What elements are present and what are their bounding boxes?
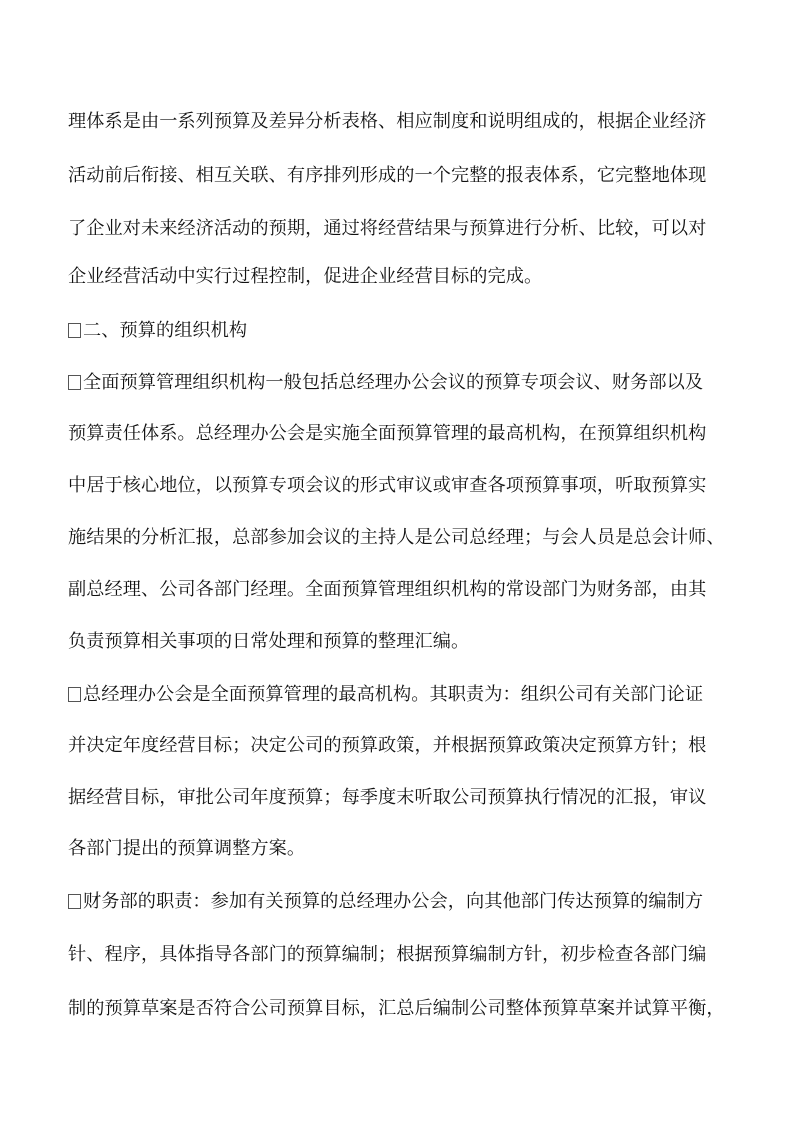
text-line	[68, 940, 738, 970]
text-line-content: 据经营目标，审批公司年度预算；每季度末听取公司预算执行情况的汇报，审议	[68, 787, 707, 808]
text-line-content: 理体系是由一系列预算及差异分析表格、相应制度和说明组成的，根据企业经济	[68, 111, 707, 132]
text-line	[68, 887, 738, 917]
text-line	[68, 627, 738, 657]
text-line	[68, 783, 738, 813]
text-line	[68, 419, 738, 449]
text-line-content: 负责预算相关事项的日常处理和预算的整理汇编。	[68, 631, 470, 652]
text-line-content: 全面预算管理组织机构一般包括总经理办公会议的预算专项会议、财务部以及	[83, 372, 704, 393]
text-line-content: 各部门提出的预算调整方案。	[68, 838, 306, 859]
text-line-content: 预算责任体系。总经理办公会是实施全面预算管理的最高机构，在预算组织机构	[68, 423, 707, 444]
text-line	[68, 834, 738, 864]
text-line-content: 副总经理、公司各部门经理。全面预算管理组织机构的常设部门为财务部，由其	[68, 579, 707, 600]
text-line	[68, 575, 738, 605]
checkbox-square-icon	[68, 687, 81, 702]
text-line	[68, 680, 738, 710]
text-line-content: 财务部的职责：参加有关预算的总经理办公会，向其他部门传达预算的编制方	[83, 891, 704, 912]
text-line-content: 了企业对未来经济活动的预期，通过将经营结果与预算进行分析、比较，可以对	[68, 218, 707, 239]
text-line	[68, 523, 738, 553]
checkbox-square-icon	[68, 894, 81, 909]
text-line-content: 施结果的分析汇报，总部参加会议的主持人是公司总经理；与会人员是总会计师、	[68, 527, 725, 548]
text-line-content: 活动前后衔接、相互关联、有序排列形成的一个完整的报表体系，它完整地体现	[68, 165, 707, 186]
text-line-content: 中居于核心地位，以预算专项会议的形式审议或审查各项预算事项，听取预算实	[68, 475, 707, 496]
text-line	[68, 731, 738, 761]
checkbox-square-icon	[68, 323, 81, 338]
text-line	[68, 107, 738, 137]
text-line	[68, 368, 738, 398]
text-line-content: 制的预算草案是否符合公司预算目标，汇总后编制公司整体预算草案并试算平衡，	[68, 998, 725, 1019]
text-line	[68, 161, 738, 191]
text-line-content: 总经理办公会是全面预算管理的最高机构。其职责为：组织公司有关部门论证	[83, 684, 704, 705]
text-line	[68, 262, 738, 292]
text-line-content: 企业经营活动中实行过程控制，促进企业经营目标的完成。	[68, 266, 543, 287]
checkbox-square-icon	[68, 375, 81, 390]
text-line-content: 并决定年度经营目标；决定公司的预算政策，并根据预算政策决定预算方针；根	[68, 735, 707, 756]
text-line	[68, 994, 738, 1024]
section-heading-text: 二、预算的组织机构	[83, 320, 248, 341]
section-heading	[68, 316, 738, 346]
text-line	[68, 471, 738, 501]
text-line-content: 针、程序，具体指导各部门的预算编制；根据预算编制方针，初步检查各部门编	[68, 944, 707, 965]
text-line	[68, 214, 738, 244]
